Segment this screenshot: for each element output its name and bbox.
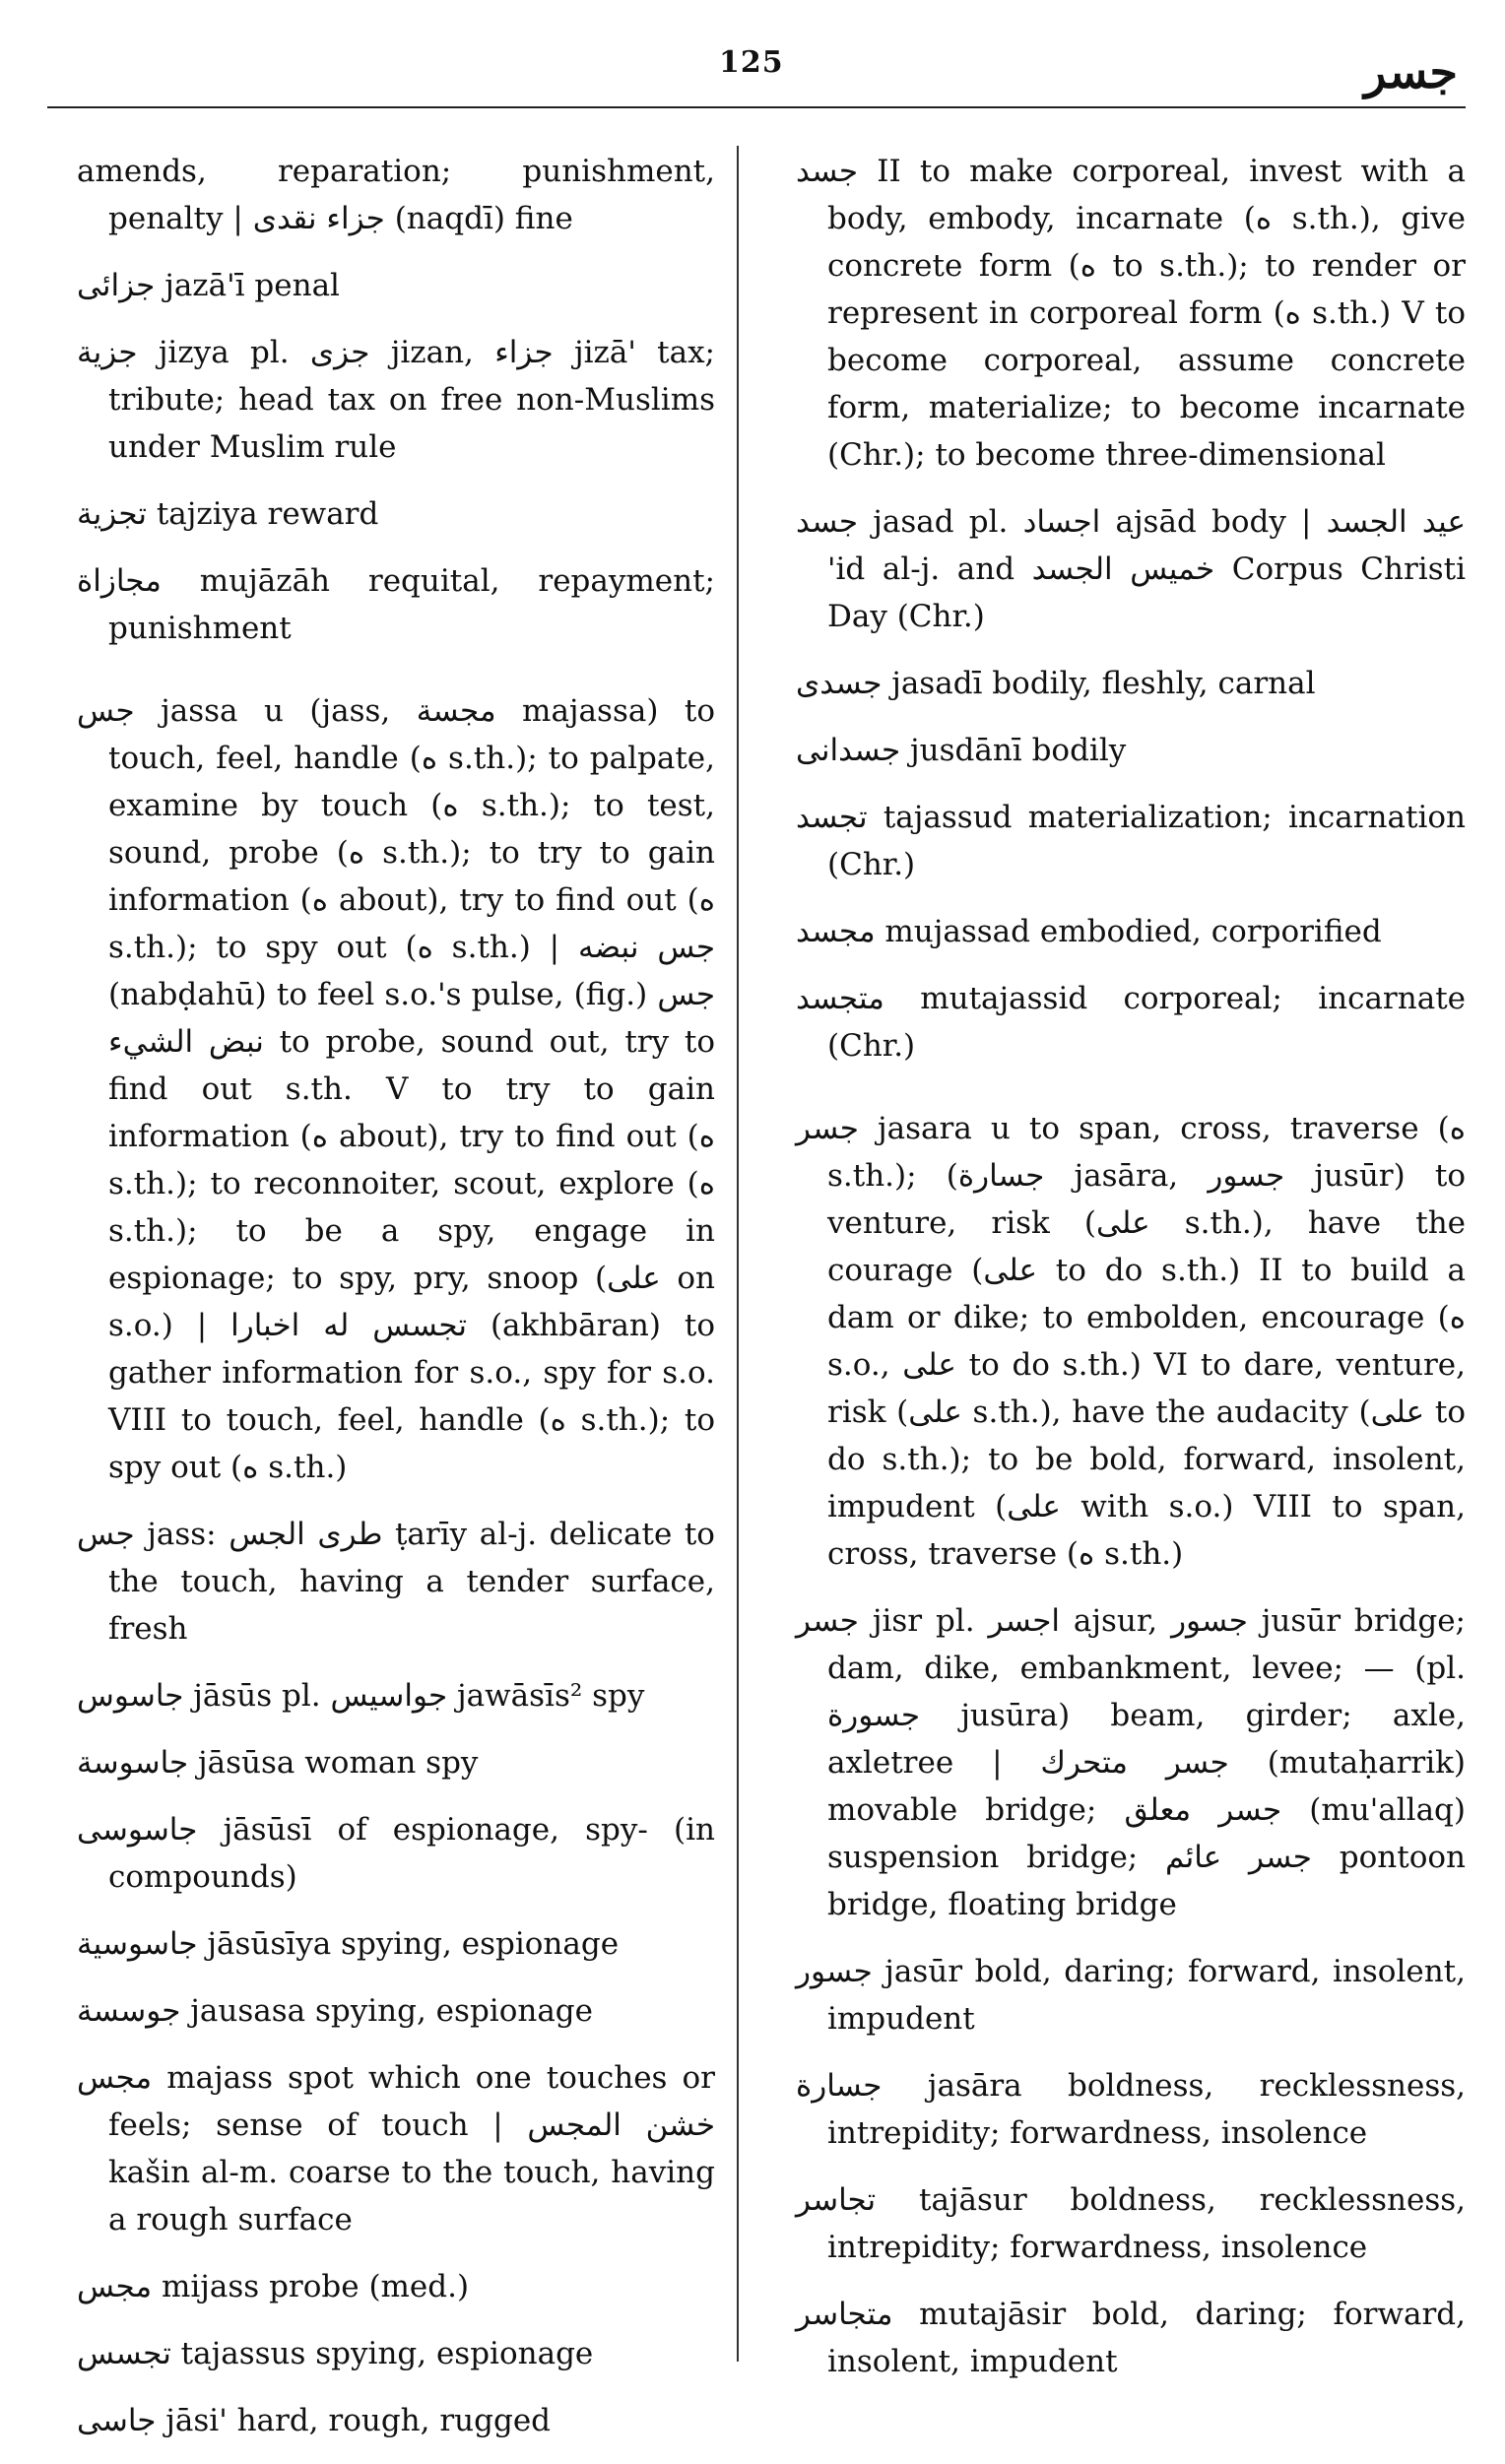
dictionary-entry: تجسد tajassud materialization; incarnation (Chr.) bbox=[796, 800, 1466, 882]
dictionary-entry: جزائى jazā'ī penal bbox=[77, 268, 340, 303]
dictionary-entry: تجزية tajziya reward bbox=[77, 496, 379, 532]
running-head: جسر bbox=[1364, 45, 1458, 98]
right-column bbox=[796, 148, 1466, 2405]
dictionary-entry: جوسسة jausasa spying, espionage bbox=[77, 1993, 593, 2029]
dictionary-entry: جاسوسى jāsūsī of espionage, spy- (in compounds) bbox=[77, 1812, 715, 1895]
dictionary-entry: جس jass: طرى الجس ṭarīy al-j. delicate to the touch, having a tender surface, fresh bbox=[77, 1517, 715, 1647]
dictionary-entry: جسور jasūr bold, daring; forward, insolent, impudent bbox=[796, 1954, 1466, 2037]
dictionary-entry: جاسى jāsi' hard, rough, rugged bbox=[77, 2403, 552, 2438]
dictionary-entry: متجسد mutajassid corporeal; incarnate (Chr.) bbox=[796, 981, 1466, 1064]
dictionary-entry: جسر jisr pl. اجسر ajsur, جسور jusūr bridge; dam, dike, embankment, levee; — (pl. جسورة jusūra) beam, girder; axle, axletree | جسر متحرك (mutaḥarrik) movable bridge; جسر معلق (mu'allaq) suspension bridge; جسر عائم pontoon bridge, floating bridge bbox=[796, 1603, 1467, 1922]
dictionary-entry: جزية jizya pl. جزى jizan, جزاء jizā' tax; tribute; head tax on free non-Muslims under Muslim rule bbox=[77, 335, 716, 465]
column-divider bbox=[737, 146, 739, 2362]
dictionary-entry: مجس majass spot which one touches or feels; sense of touch | خشن المجس kašin al-m. coarse to the touch, having a rough surface bbox=[77, 2060, 715, 2237]
dictionary-entry: جسدانى jusdānī bodily bbox=[796, 733, 1127, 768]
page-number: 125 bbox=[719, 45, 784, 80]
dictionary-entry: تجاسر tajāsur boldness, recklessness, intrepidity; forwardness, insolence bbox=[796, 2182, 1466, 2265]
dictionary-entry: جس jassa u (jass, مجسة majassa) to touch, feel, handle (ه s.th.); to palpate, examine by touch (ه s.th.); to test, sound, probe (ه s.th.); to try to gain information (ه about), try to find out (ه s.th.); to spy out (ه s.th.) | جس نبضه (nabḍahū) to feel s.o.'s pulse, (fig.) جس نبض الشيء to probe, sound out, try to find out s.th. V to try to gain information (ه about), try to find out (ه s.th.); to reconnoiter, scout, explore (ه s.th.); to be a spy, engage in espionage; to spy, pry, snoop (على on s.o.) | تجسس له اخبارا (akhbāran) to gather information for s.o., spy for s.o. VIII to touch, feel, handle (ه s.th.); to spy out (ه s.th.) bbox=[77, 693, 716, 1485]
dictionary-entry: مجس mijass probe (med.) bbox=[77, 2269, 470, 2304]
dictionary-entry: تجسس tajassus spying, espionage bbox=[77, 2336, 594, 2371]
dictionary-entry: جاسوس jāsūs pl. جواسيس jawāsīs² spy bbox=[77, 1678, 645, 1714]
header-rule bbox=[47, 106, 1466, 108]
page-header bbox=[0, 0, 1505, 118]
dictionary-entry: جسد II to make corporeal, invest with a body, embody, incarnate (ه s.th.), give concrete form (ه to s.th.); to render or represent in corporeal form (ه s.th.) V to become corporeal, assume concrete form, materialize; to become incarnate (Chr.); to become three-dimensional bbox=[796, 154, 1466, 473]
dictionary-entry: جاسوسة jāsūsa woman spy bbox=[77, 1745, 479, 1781]
dictionary-entry: جسدى jasadī bodily, fleshly, carnal bbox=[796, 666, 1316, 701]
dictionary-entry: جسر jasara u to span, cross, traverse (ه s.th.); (جسارة jasāra, جسور jusūr) to venture, risk (على s.th.), have the courage (على to do s.th.) II to build a dam or dike; to embolden, encourage (ه s.o., على to do s.th.) VI to dare, venture, risk (على s.th.), have the audacity (على to do s.th.); to be bold, forward, insolent, impudent (على with s.o.) VIII to span, cross, traverse (ه s.th.) bbox=[796, 1111, 1467, 1572]
left-column bbox=[77, 148, 715, 2464]
dictionary-entry: جسارة jasāra boldness, recklessness, intrepidity; forwardness, insolence bbox=[796, 2068, 1466, 2151]
dictionary-entry: amends, reparation; punishment, penalty | جزاء نقدى (naqdī) fine bbox=[77, 154, 715, 236]
dictionary-entry: مجسد mujassad embodied, corporified bbox=[796, 914, 1382, 949]
dictionary-entry: جاسوسية jāsūsīya spying, espionage bbox=[77, 1926, 620, 1962]
dictionary-entry: مجازاة mujāzāh requital, repayment; punishment bbox=[77, 563, 715, 646]
dictionary-entry: متجاسر mutajāsir bold, daring; forward, insolent, impudent bbox=[796, 2297, 1466, 2379]
dictionary-entry: جسد jasad pl. اجساد ajsād body | عيد الجسد 'id al-j. and خميس الجسد Corpus Christi Day (Chr.) bbox=[796, 504, 1467, 634]
